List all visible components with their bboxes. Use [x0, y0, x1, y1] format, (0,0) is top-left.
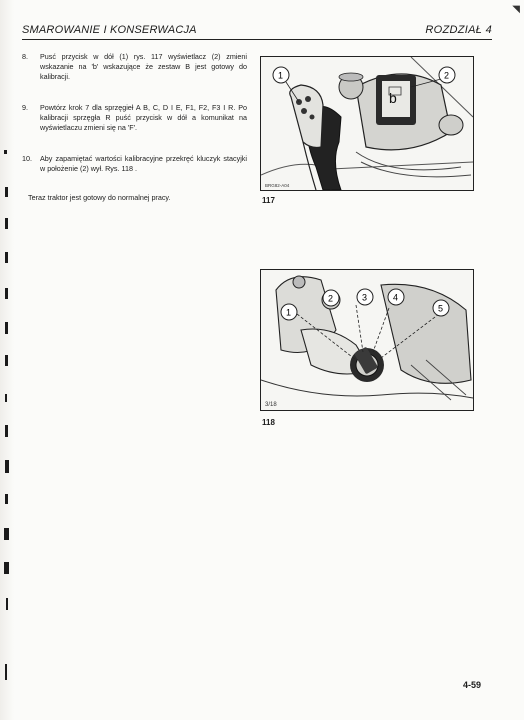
- callout-4: 4: [393, 292, 399, 303]
- binding-mark: [5, 187, 8, 197]
- corner-mark: ◥: [512, 4, 520, 15]
- step-text: Powtórz krok 7 dla sprzęgieł A B, C, D I E, F1, F2, F3 I R. Po kalibracji sprzęgła R puść przycisk w dół a komunikat na wyświetlaczu zmieni się na 'F'.: [40, 103, 247, 132]
- page-number: 4-59: [463, 680, 482, 690]
- callout-3: 3: [362, 292, 368, 303]
- binding-mark: [5, 425, 8, 437]
- step-8: [22, 52, 247, 82]
- step-number: 8.: [22, 52, 28, 61]
- closing-text: Teraz traktor jest gotowy do normalnej pracy.: [28, 193, 171, 202]
- callout-2: 2: [444, 70, 450, 81]
- binding-mark: [5, 218, 8, 229]
- figure-label: 118: [262, 418, 275, 427]
- binding-mark: [5, 460, 9, 473]
- figure-label: 117: [262, 196, 275, 205]
- binding-mark: [6, 598, 8, 610]
- gear-lever-illustration: [261, 57, 473, 190]
- step-text: Aby zapamiętać wartości kalibracyjne przekręć kluczyk stacyjki w położenie (2) wył. Rys. 118 .: [40, 154, 247, 173]
- figure-code: 3/18: [265, 402, 277, 408]
- display-char: b: [389, 90, 397, 106]
- callout-1: 1: [286, 307, 292, 318]
- binding-mark: [4, 150, 7, 154]
- binding-mark: [5, 494, 8, 504]
- binding-mark: [4, 528, 9, 540]
- header-rule: [22, 39, 492, 40]
- binding-mark: [5, 288, 8, 299]
- step-9: [22, 103, 247, 133]
- figure-117: [260, 56, 474, 191]
- ignition-key-illustration: [261, 270, 473, 410]
- binding-mark: [5, 394, 7, 402]
- step-text: Pusć przycisk w dół (1) rys. 117 wyświetlacz (2) zmieni wskazanie na 'b' wskazujące że zestaw B jest gotowy do kalibracji.: [40, 52, 247, 81]
- binding-mark: [5, 252, 8, 263]
- callout-1: 1: [278, 70, 284, 81]
- section-title: SMAROWANIE I KONSERWACJA: [22, 24, 197, 36]
- step-number: 9.: [22, 103, 28, 112]
- callout-2: 2: [328, 293, 334, 304]
- figure-code: BRG82-A04: [265, 183, 290, 188]
- binding-mark: [5, 355, 8, 366]
- chapter-title: ROZDZIAŁ 4: [425, 24, 492, 36]
- figure-118: [260, 269, 474, 411]
- page-header: [22, 24, 492, 40]
- binding-mark: [5, 322, 8, 334]
- binding-mark: [5, 664, 7, 680]
- step-number: 10.: [22, 154, 32, 163]
- instruction-steps: [22, 52, 247, 195]
- binding-mark: [4, 562, 9, 574]
- callout-5: 5: [438, 303, 444, 314]
- step-10: [22, 154, 247, 174]
